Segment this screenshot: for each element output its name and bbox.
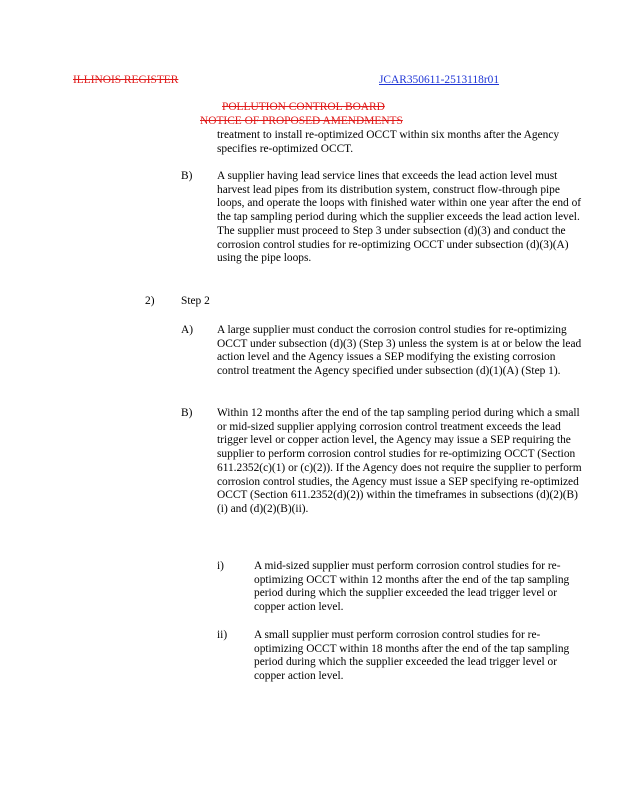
item-b1-text: A supplier having lead service lines that exceeds the lead action level must harvest lead pipes from its distribution system, construct flow-through pipe loops, and operate the loops with finished water within one year after the end of the tap sampling period during which the supplier exceeds the lead action level. The supplier must proceed to Step 3 under subsection (d)(3) and conduct the corrosion control studies for re-optimizing OCCT under subsection (d)(3)(A) using the pipe loops. [217, 170, 582, 265]
register-title: ILLINOIS REGISTER [73, 74, 179, 86]
item-b2-text: Within 12 months after the end of the tap sampling period during which a small or mid-sized supplier applying corrosion control treatment exceeds the lead trigger level or copper action level, the Agency may issue a SEP requiring the supplier to perform corrosion control studies for re-optimizing OCCT (Section 611.2352(c)(1) or (c)(2)). If the Agency does not require the supplier to perform corrosion control studies, the Agency must issue a SEP specifying re-optimized OCCT (Section 611.2352(d)(2)) within the timeframes in subsections (d)(2)(B)(i) and (d)(2)(B)(ii). [217, 407, 582, 515]
item-b1-label: B) [181, 170, 193, 182]
item-ii-label: ii) [217, 629, 228, 641]
jcar-reference: JCAR350611-2513118r01 [379, 74, 500, 86]
notice-title: NOTICE OF PROPOSED AMENDMENTS [200, 115, 403, 127]
item-i-label: i) [217, 560, 224, 572]
step2-heading: Step 2 [181, 295, 210, 307]
item-b2-label: B) [181, 407, 193, 419]
continuation-paragraph: treatment to install re-optimized OCCT within six months after the Agency specifies re-optimized OCCT. [217, 129, 560, 155]
step2-label: 2) [145, 295, 155, 307]
item-ii-text: A small supplier must perform corrosion control studies for re-optimizing OCCT within 18 months after the end of the tap sampling period during which the supplier exceeded the lead trigger level or copper action level. [254, 629, 570, 683]
board-title: POLLUTION CONTROL BOARD [222, 101, 385, 113]
item-i-text: A mid-sized supplier must perform corrosion control studies for re-optimizing OCCT within 12 months after the end of the tap sampling period during which the supplier exceeded the lead trigger level or copper action level. [254, 560, 570, 614]
item-a-label: A) [181, 324, 194, 336]
item-a-text: A large supplier must conduct the corrosion control studies for re-optimizing OCCT under subsection (d)(3) (Step 3) unless the system is at or below the lead action level and the Agency issues a SEP modifying the existing corrosion control treatment the Agency specified under subsection (d)(1)(A) (Step 1). [217, 324, 582, 378]
